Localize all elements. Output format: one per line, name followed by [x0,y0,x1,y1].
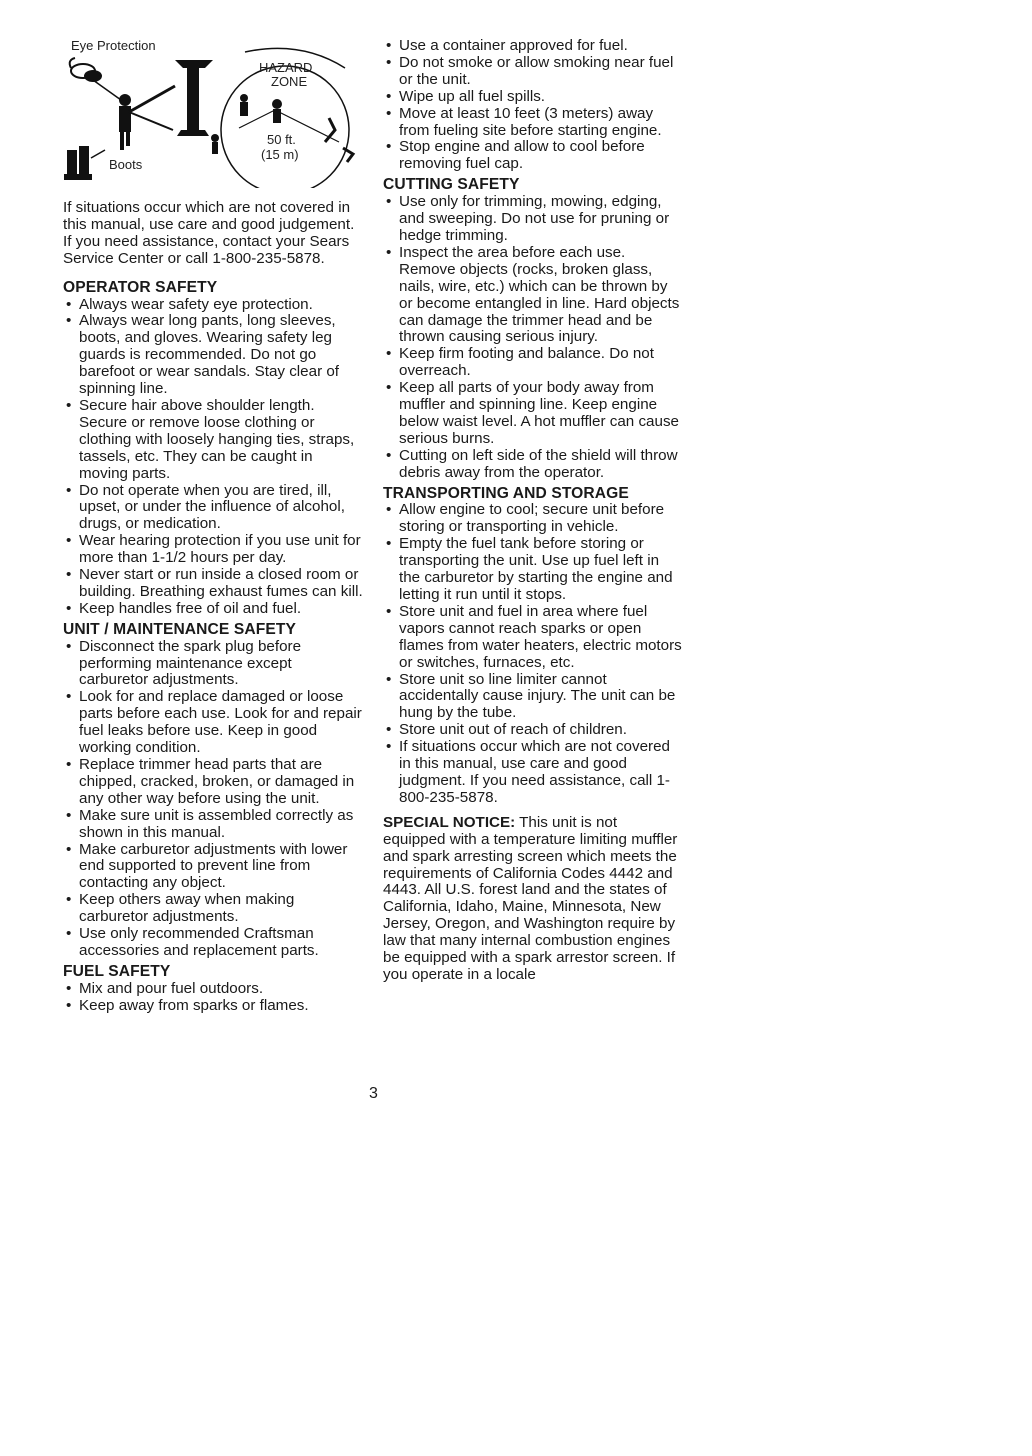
list-item: • Disconnect the spark plug before performing maintenance except carburetor adjustments. [63,639,363,690]
list-item: • Wear hearing protection if you use unit for more than 1-1/2 hours per day. [63,533,363,567]
special-notice [383,815,683,984]
goggles-icon [70,58,102,82]
list-item: • If situations occur which are not covered in this manual, use care and good judgment. If you need assistance, call 1-800-235-5878. [383,739,683,807]
list-item: • Wipe up all fuel spills. [383,89,683,106]
cutting-safety-heading: CUTTING SAFETY [383,176,520,194]
list-item: • Inspect the area before each use. Remove objects (rocks, broken glass, nails, wire, etc.) which can be thrown by or become entangled in line. Hard objects can damage the trimmer head and be thrown causing serious injury. [383,245,683,346]
hazard-zone-diagram [63,38,363,188]
list-item: • Keep away from sparks or flames. [63,998,363,1015]
hazard-label: HAZARD [259,60,313,75]
operator-icon [119,86,175,150]
list-item: • Use only recommended Craftsman accessories and replacement parts. [63,926,363,960]
list-item: • Do not smoke or allow smoking near fuel or the unit. [383,55,683,89]
operator-safety-list [63,297,363,618]
list-item: • Keep others away when making carburetor adjustments. [63,892,363,926]
list-item: • Use a container approved for fuel. [383,38,683,55]
fuel-safety-heading: FUEL SAFETY [63,962,171,980]
boots-label: Boots [109,157,143,172]
operator-safety-heading: OPERATOR SAFETY [63,278,218,296]
eye-pointer-line [93,80,121,100]
boots-pointer-line [91,150,105,158]
list-item: • Keep handles free of oil and fuel. [63,601,363,618]
page-number: 3 [369,1085,378,1102]
transport-storage-heading: TRANSPORTING AND STORAGE [383,484,629,502]
special-notice-text: This unit is not equipped with a temperature limiting muffler and spark arresting screen which meets the requirements of California Codes 4442 and 4443. All U.S. forest land and the states of California, Idaho, Maine, Minnesota, New Jersey, Oregon, and Washington require by law that many internal combustion engines be equipped with a spark arrestor screen. If you operate in a locale [383,813,678,983]
fuel-safety-list-part2 [383,38,683,173]
list-item: • Stop engine and allow to cool before removing fuel cap. [383,139,683,173]
list-item: • Use only for trimming, mowing, edging, and sweeping. Do not use for pruning or hedge trimming. [383,194,683,245]
list-item: • Never start or run inside a closed room or building. Breathing exhaust fumes can kill. [63,567,363,601]
list-item: • Store unit and fuel in area where fuel vapors cannot reach sparks or open flames from water heaters, electric motors or switches, furnaces, etc. [383,604,683,672]
list-item: • Store unit so line limiter cannot accidentally cause injury. The unit can be hung by the tube. [383,672,683,723]
cutting-safety-list [383,194,683,481]
boots-icon [64,146,92,180]
special-notice-lead: SPECIAL NOTICE: [383,813,516,831]
safety-illustration [63,38,363,188]
list-item: • Look for and replace damaged or loose parts before each use. Look for and repair fuel leaks before use. Keep in good working condition. [63,689,363,757]
transport-storage-list [383,502,683,806]
list-item: • Cutting on left side of the shield will throw debris away from the operator. [383,448,683,482]
list-item: • Replace trimmer head parts that are chipped, cracked, broken, or damaged in any other way before using the unit. [63,757,363,808]
list-item: • Move at least 10 feet (3 meters) away from fueling site before starting engine. [383,106,683,140]
list-item: • Store unit out of reach of children. [383,722,683,739]
left-column [63,38,363,1019]
list-item: • Keep firm footing and balance. Do not overreach. [383,346,683,380]
zone-label: ZONE [271,74,308,89]
distance-ft-label: 50 ft. [267,132,296,147]
maintenance-safety-list [63,639,363,960]
right-column [383,38,683,996]
list-item: • Allow engine to cool; secure unit before storing or transporting in vehicle. [383,502,683,536]
distance-m-label: (15 m) [261,147,299,162]
eye-protection-label: Eye Protection [71,38,156,53]
list-item: • Empty the fuel tank before storing or transporting the unit. Use up fuel left in the carburetor by starting the engine and letting it run until it stops. [383,536,683,604]
list-item: • Secure hair above shoulder length. Secure or remove loose clothing or clothing with loosely hanging ties, straps, tassels, etc. They can be caught in moving parts. [63,398,363,483]
list-item: • Do not operate when you are tired, ill, upset, or under the influence of alcohol, drugs, or medication. [63,483,363,534]
list-item: • Always wear long pants, long sleeves, boots, and gloves. Wearing safety leg guards is recommended. Do not go barefoot or wear sandals. Stay clear of spinning line. [63,313,363,398]
list-item: • Make carburetor adjustments with lower end supported to prevent line from contacting any object. [63,842,363,893]
list-item: • Mix and pour fuel outdoors. [63,981,363,998]
maintenance-safety-heading: UNIT / MAINTENANCE SAFETY [63,620,296,638]
fuel-safety-list-part1 [63,981,363,1015]
intro-paragraph: If situations occur which are not covered in this manual, use care and good judgement. If you need assistance, contact your Sears Service Center or call 1-800-235-5878. [63,199,355,267]
list-item: • Keep all parts of your body away from muffler and spinning line. Keep engine below waist level. A hot muffler can cause serious burns. [383,380,683,448]
trimmer-icon [175,60,213,136]
list-item: • Always wear safety eye protection. [63,297,363,314]
list-item: • Make sure unit is assembled correctly as shown in this manual. [63,808,363,842]
